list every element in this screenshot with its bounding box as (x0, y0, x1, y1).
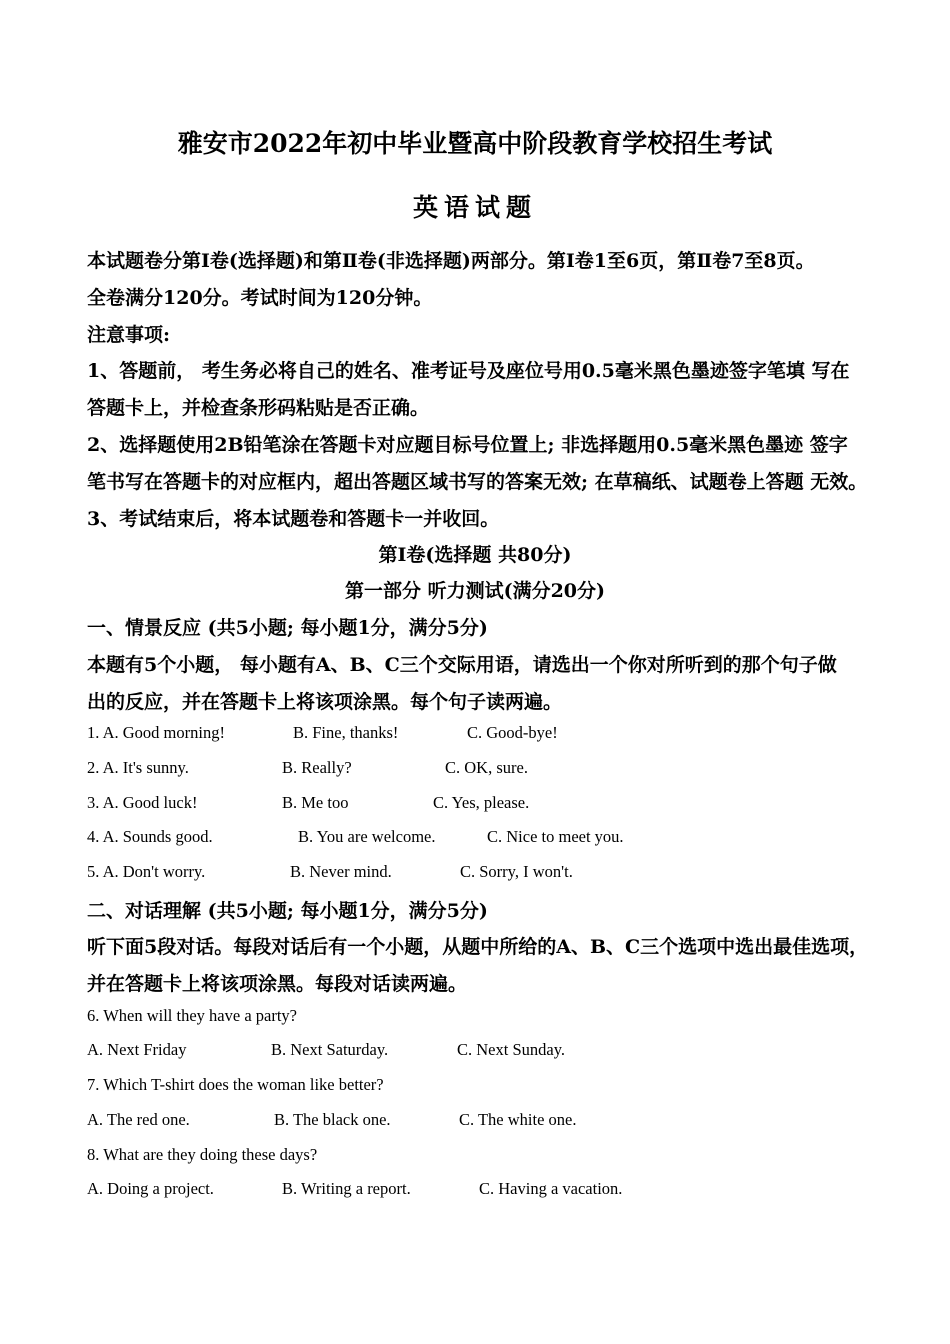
option-a: 3. A. Good luck! (87, 793, 198, 812)
section1-heading: 一、情景反应 (共5小题; 每小题1分，满分5分) (87, 617, 488, 639)
part1-heading: 第一部分 听力测试(满分20分) (344, 580, 606, 602)
option-c: C. OK, sure. (445, 758, 528, 777)
option-b: B. Never mind. (290, 862, 392, 881)
exam-title: 雅安市2022年初中毕业暨高中阶段教育学校招生考试 (177, 129, 773, 158)
question-stem: 7. Which T-shirt does the woman like better? (87, 1075, 384, 1094)
option-b: B. Really? (282, 758, 352, 777)
notes-line: 2、选择题使用2B铅笔涂在答题卡对应题目标号位置上; 非选择题用0.5毫米黑色墨迹 签字 (87, 434, 848, 456)
notes-line: 笔书写在答题卡的对应框内，超出答题区域书写的答案无效; 在草稿纸、试题卷上答题 无效。 (87, 471, 868, 493)
option-b: B. Writing a report. (282, 1179, 411, 1198)
option-b: B. The black one. (274, 1110, 391, 1129)
intro-line-1: 本试题卷分第Ⅰ卷(选择题)和第Ⅱ卷(非选择题)两部分。第Ⅰ卷1至6页，第Ⅱ卷7至8页。 (87, 250, 815, 272)
section2-instruction: 听下面5段对话。每段对话后有一个小题，从题中所给的A、B、C三个选项中选出最佳选项， (87, 936, 869, 958)
option-a: 1. A. Good morning! (87, 723, 225, 742)
option-a: A. Next Friday (87, 1040, 187, 1059)
notes-line: 1、答题前， 考生务必将自己的姓名、准考证号及座位号用0.5毫米黑色墨迹签字笔填 写在 (87, 360, 850, 382)
notes-line: 答题卡上，并检查条形码粘贴是否正确。 (87, 397, 430, 419)
option-c: C. Next Sunday. (457, 1040, 566, 1059)
option-c: C. Nice to meet you. (487, 827, 624, 846)
intro-line-2: 全卷满分120分。考试时间为120分钟。 (87, 287, 433, 309)
section1-instruction: 本题有5个小题， 每小题有A、B、C三个交际用语，请选出一个你对所听到的那个句子做 (87, 654, 837, 676)
section2-heading: 二、对话理解 (共5小题; 每小题1分，满分5分) (87, 900, 488, 922)
option-c: C. Good-bye! (467, 723, 558, 742)
volume-heading: 第Ⅰ卷(选择题 共80分) (378, 544, 572, 566)
option-b: B. You are welcome. (298, 827, 436, 846)
option-c: C. Having a vacation. (479, 1179, 623, 1198)
option-a: A. The red one. (87, 1110, 190, 1129)
notes-line: 3、考试结束后，将本试题卷和答题卡一并收回。 (87, 508, 500, 530)
option-a: A. Doing a project. (87, 1179, 214, 1198)
option-b: B. Next Saturday. (271, 1040, 389, 1059)
option-b: B. Fine, thanks! (293, 723, 399, 742)
option-a: 4. A. Sounds good. (87, 827, 213, 846)
option-c: C. The white one. (459, 1110, 577, 1129)
option-c: C. Yes, please. (433, 793, 530, 812)
section2-instruction: 并在答题卡上将该项涂黑。每段对话读两遍。 (87, 973, 468, 995)
subject-title: 英语试题 (412, 193, 537, 222)
question-stem: 8. What are they doing these days? (87, 1145, 318, 1164)
question-stem: 6. When will they have a party? (87, 1006, 297, 1025)
option-b: B. Me too (282, 793, 349, 812)
option-a: 2. A. It's sunny. (87, 758, 189, 777)
section1-instruction: 出的反应，并在答题卡上将该项涂黑。每个句子读两遍。 (87, 691, 563, 713)
option-a: 5. A. Don't worry. (87, 862, 206, 881)
notes-heading: 注意事项: (87, 324, 171, 346)
option-c: C. Sorry, I won't. (460, 862, 573, 881)
